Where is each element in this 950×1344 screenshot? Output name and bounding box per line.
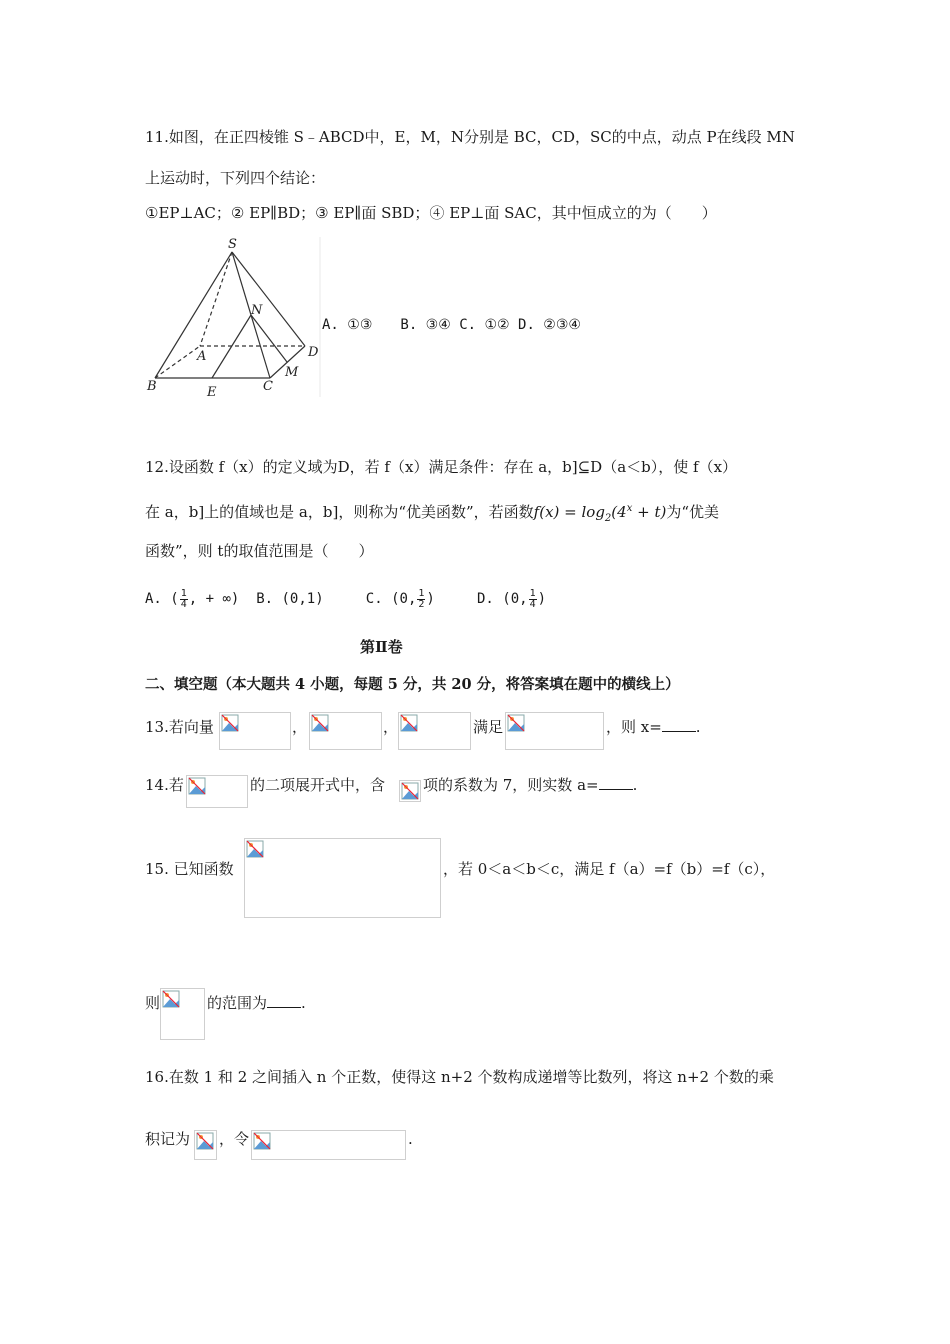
broken-image-icon <box>507 714 525 732</box>
q11-line1: 11.如图，在正四棱锥 S﹣ABCD中，E，M，N分别是 BC，CD，SC的中点，动点 P在线段 MN <box>145 128 795 146</box>
label-C: C <box>263 379 273 394</box>
pyramid-figure <box>145 232 325 402</box>
q16-text-b: ，令 <box>219 1130 250 1148</box>
broken-image-icon <box>400 714 418 732</box>
broken-image-icon <box>311 714 329 732</box>
q14-text-b: 的二项展开式中，含 <box>250 776 386 794</box>
broken-image-icon <box>162 990 180 1008</box>
label-M: M <box>285 365 299 380</box>
broken-image-icon <box>401 782 419 800</box>
q16-image-1 <box>194 1130 217 1160</box>
q13-image-2 <box>309 712 382 750</box>
q15-text-d: 的范围为 . <box>207 994 306 1012</box>
q15-function-image <box>244 838 441 918</box>
q11-line2: 上运动时，下列四个结论： <box>145 169 326 187</box>
q16-line1: 16.在数 1 和 2 之间插入 n 个正数，使得这 n+2 个数构成递增等比数列，将这 n+2 个数的乘 <box>145 1068 774 1086</box>
section-title: 二、填空题（本大题共 4 小题，每题 5 分，共 20 分，将答案填在题中的横线上） <box>145 676 680 693</box>
q14-text-c: 项的系数为 7，则实数 a= . <box>423 776 638 794</box>
q12-options <box>145 588 546 610</box>
q12-option-c: C. (0, $\frac{1}{2}$ ) <box>365 587 435 610</box>
q15-text-c: 则 <box>145 994 161 1012</box>
q13-text-a: 13.若向量 <box>145 718 214 736</box>
q12-line2-text: 在 a，b]上的值域也是 a，b]，则称为“优美函数”，若函数 <box>145 503 534 521</box>
broken-image-icon <box>221 714 239 732</box>
q12-function: $f(x) = \log_2(4^x + t)$ <box>533 503 667 524</box>
q12-line1: 12.设函数 f（x）的定义域为D，若 f（x）满足条件：存在 a，b]⊆D（a＜b），使 f（x） <box>145 458 738 476</box>
label-D: D <box>308 345 319 360</box>
q13-image-1 <box>219 712 291 750</box>
q14-image-1 <box>186 775 248 808</box>
q13-image-3 <box>398 712 471 750</box>
q11-line3: ①EP⊥AC；② EP∥BD；③ EP∥面 SBD；④ EP⊥面 SAC，其中恒成立的为（ ） <box>145 204 717 222</box>
label-A: A <box>197 349 207 364</box>
q12-line2-tail: 为“优美 <box>666 503 719 521</box>
q15-text-a: 15. 已知函数 <box>145 860 234 878</box>
q14-text-a: 14.若 <box>145 776 184 794</box>
label-E: E <box>207 385 217 400</box>
q13-text-e: ，则 x= . <box>606 718 701 736</box>
q14-image-2 <box>399 780 421 802</box>
q12-line3: 函数”，则 t的取值范围是（ ） <box>145 542 374 560</box>
q13-text-d: 满足 <box>473 718 504 736</box>
label-B: B <box>147 379 157 394</box>
q15-text-b: ，若 0＜a＜b＜c，满足 f（a）=f（b）=f（c）， <box>443 860 776 878</box>
broken-image-icon <box>188 777 206 795</box>
label-S: S <box>228 237 237 252</box>
q15-image-2 <box>160 988 205 1040</box>
q11-options: A. ①③ B. ③④ C. ①② D. ②③④ <box>322 317 581 333</box>
broken-image-icon <box>253 1132 271 1150</box>
broken-image-icon <box>246 840 264 858</box>
q16-text-c: . <box>408 1130 413 1148</box>
part2-title: 第Ⅱ卷 <box>360 638 403 656</box>
q13-text-c: ， <box>383 718 399 736</box>
q16-image-2 <box>251 1130 406 1160</box>
q12-line2 <box>145 498 719 530</box>
q15-answer-blank <box>267 993 301 1008</box>
q13-image-4 <box>505 712 604 750</box>
label-N: N <box>251 303 263 318</box>
broken-image-icon <box>196 1132 214 1150</box>
q14-answer-blank <box>599 775 633 790</box>
q13-answer-blank <box>662 717 696 732</box>
q12-option-a: A. ( $\frac{1}{4}$ , + ∞) <box>145 587 240 610</box>
q12-option-b: B. (0,1) <box>256 591 324 607</box>
q16-text-a: 积记为 <box>145 1130 191 1148</box>
q13-text-b: ， <box>292 718 308 736</box>
q12-option-d: D. (0, $\frac{1}{4}$ ) <box>477 587 547 610</box>
